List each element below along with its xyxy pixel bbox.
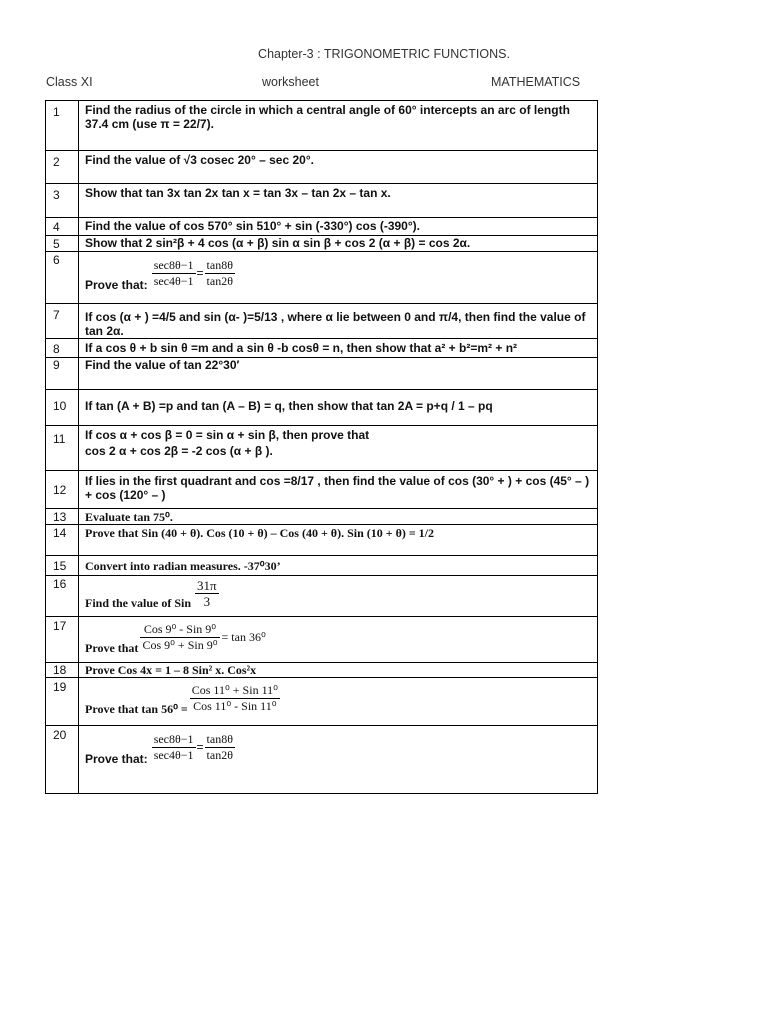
ratio-fraction <box>190 683 280 714</box>
question-number: 17 <box>46 617 79 663</box>
question-prefix: Prove that <box>85 641 139 655</box>
fraction-numerator: Cos 11⁰ + Sin 11⁰ <box>191 682 278 697</box>
equals-sign: = <box>196 740 204 754</box>
worksheet-label: worksheet <box>262 75 319 89</box>
question-text: Prove Cos 4x = 1 – 8 Sin² x. Cos²x <box>79 663 598 678</box>
question-text: Find the radius of the circle in which a central angle of 60° intercepts an arc of length 37.4 cm (use π = 22/7). <box>79 101 598 151</box>
question-row <box>46 525 598 556</box>
question-row <box>46 426 598 471</box>
question-number: 8 <box>46 339 79 358</box>
fraction-numerator: sec8θ−1 <box>153 731 194 746</box>
fraction-denominator: sec4θ−1 <box>153 273 194 288</box>
fraction-numerator: Cos 9⁰ - Sin 9⁰ <box>140 622 219 638</box>
class-label: Class XI <box>46 75 93 89</box>
question-text: Find the value of tan 22°30′ <box>79 358 598 390</box>
question-number: 10 <box>46 390 79 426</box>
question-row <box>46 101 598 151</box>
question-row <box>46 726 598 794</box>
fraction-numerator: tan8θ <box>206 257 233 272</box>
question-text: Convert into radian measures. -37⁰30’ <box>79 556 598 576</box>
question-text: Find the value of cos 570° sin 510° + sin (-330°) cos (-390°). <box>79 218 598 236</box>
question-number: 13 <box>46 509 79 525</box>
questions-table <box>45 100 598 794</box>
question-text: Find the value of √3 cosec 20° – sec 20°. <box>79 151 598 184</box>
question-number: 11 <box>46 426 79 471</box>
question-text: If a cos θ + b sin θ =m and a sin θ -b cosθ = n, then show that a² + b²=m² + n² <box>79 339 598 358</box>
subject-label: MATHEMATICS <box>491 75 581 89</box>
rhs-fraction <box>205 258 235 289</box>
question-text: If cos (α + ) =4/5 and sin (α- )=5/13 , where α lie between 0 and π/4, then find the value of tan 2α. <box>79 304 598 339</box>
question-number: 7 <box>46 304 79 339</box>
question-text <box>79 426 598 471</box>
fraction-denominator: Cos 11⁰ - Sin 11⁰ <box>193 698 277 713</box>
question-row <box>46 218 598 236</box>
question-row <box>46 509 598 525</box>
question-text: Show that tan 3x tan 2x tan x = tan 3x – tan 2x – tan x. <box>79 184 598 218</box>
question-row <box>46 358 598 390</box>
question-text <box>79 252 598 304</box>
question-row <box>46 236 598 252</box>
question-number: 3 <box>46 184 79 218</box>
fraction-denominator: Cos 9⁰ + Sin 9⁰ <box>142 637 218 652</box>
question-number: 2 <box>46 151 79 184</box>
question-text: Show that 2 sin²β + 4 cos (α + β) sin α sin β + cos 2 (α + β) = cos 2α. <box>79 236 598 252</box>
rhs-fraction <box>205 732 235 763</box>
question-prefix: Find the value of Sin <box>85 596 192 610</box>
question-row <box>46 151 598 184</box>
question-line: cos 2 α + cos 2β = -2 cos (α + β ). <box>85 444 273 458</box>
question-number: 15 <box>46 556 79 576</box>
question-number: 9 <box>46 358 79 390</box>
question-row <box>46 678 598 726</box>
question-text: If tan (A + B) =p and tan (A – B) = q, then show that tan 2A = p+q / 1 – pq <box>79 390 598 426</box>
question-number: 12 <box>46 471 79 509</box>
prove-that-label: Prove that: <box>85 752 148 766</box>
fraction-denominator: sec4θ−1 <box>153 747 194 762</box>
question-number: 19 <box>46 678 79 726</box>
lhs-fraction <box>152 732 196 763</box>
fraction-numerator: sec8θ−1 <box>153 257 194 272</box>
fraction-numerator: tan8θ <box>206 731 233 746</box>
equals-sign: = <box>196 266 204 280</box>
lhs-fraction <box>152 258 196 289</box>
question-number: 1 <box>46 101 79 151</box>
fraction-denominator: tan2θ <box>206 273 233 288</box>
question-number: 16 <box>46 576 79 617</box>
question-number: 14 <box>46 525 79 556</box>
sin-fraction <box>195 578 219 609</box>
question-text: If lies in the first quadrant and cos =8/17 , then find the value of cos (30° + ) + cos (45° – ) + cos (120° – ) <box>79 471 598 509</box>
question-row <box>46 663 598 678</box>
question-number: 20 <box>46 726 79 794</box>
ratio-fraction <box>140 622 219 653</box>
prove-that-label: Prove that: <box>85 278 148 292</box>
question-text <box>79 678 598 726</box>
fraction-numerator: 31π <box>197 577 217 593</box>
question-row <box>46 471 598 509</box>
question-text <box>79 617 598 663</box>
question-number: 4 <box>46 218 79 236</box>
question-row <box>46 576 598 617</box>
question-row <box>46 617 598 663</box>
question-text <box>79 726 598 794</box>
question-line: If cos α + cos β = 0 = sin α + sin β, then prove that <box>85 428 370 442</box>
question-prefix: Prove that tan 56⁰ = <box>85 702 188 716</box>
question-row <box>46 304 598 339</box>
question-text <box>79 576 598 617</box>
question-row <box>46 339 598 358</box>
fraction-denominator: tan2θ <box>206 747 233 762</box>
worksheet-title: Chapter-3 : TRIGONOMETRIC FUNCTIONS. <box>258 47 510 61</box>
question-row <box>46 252 598 304</box>
question-text: Evaluate tan 75⁰. <box>79 509 598 525</box>
fraction-denominator: 3 <box>203 593 211 609</box>
question-number: 6 <box>46 252 79 304</box>
question-row <box>46 390 598 426</box>
question-text: Prove that Sin (40 + θ). Cos (10 + θ) – Cos (40 + θ). Sin (10 + θ) = 1/2 <box>79 525 598 556</box>
question-number: 18 <box>46 663 79 678</box>
question-row <box>46 184 598 218</box>
question-suffix: = tan 36⁰ <box>221 630 266 644</box>
question-row <box>46 556 598 576</box>
question-number: 5 <box>46 236 79 252</box>
